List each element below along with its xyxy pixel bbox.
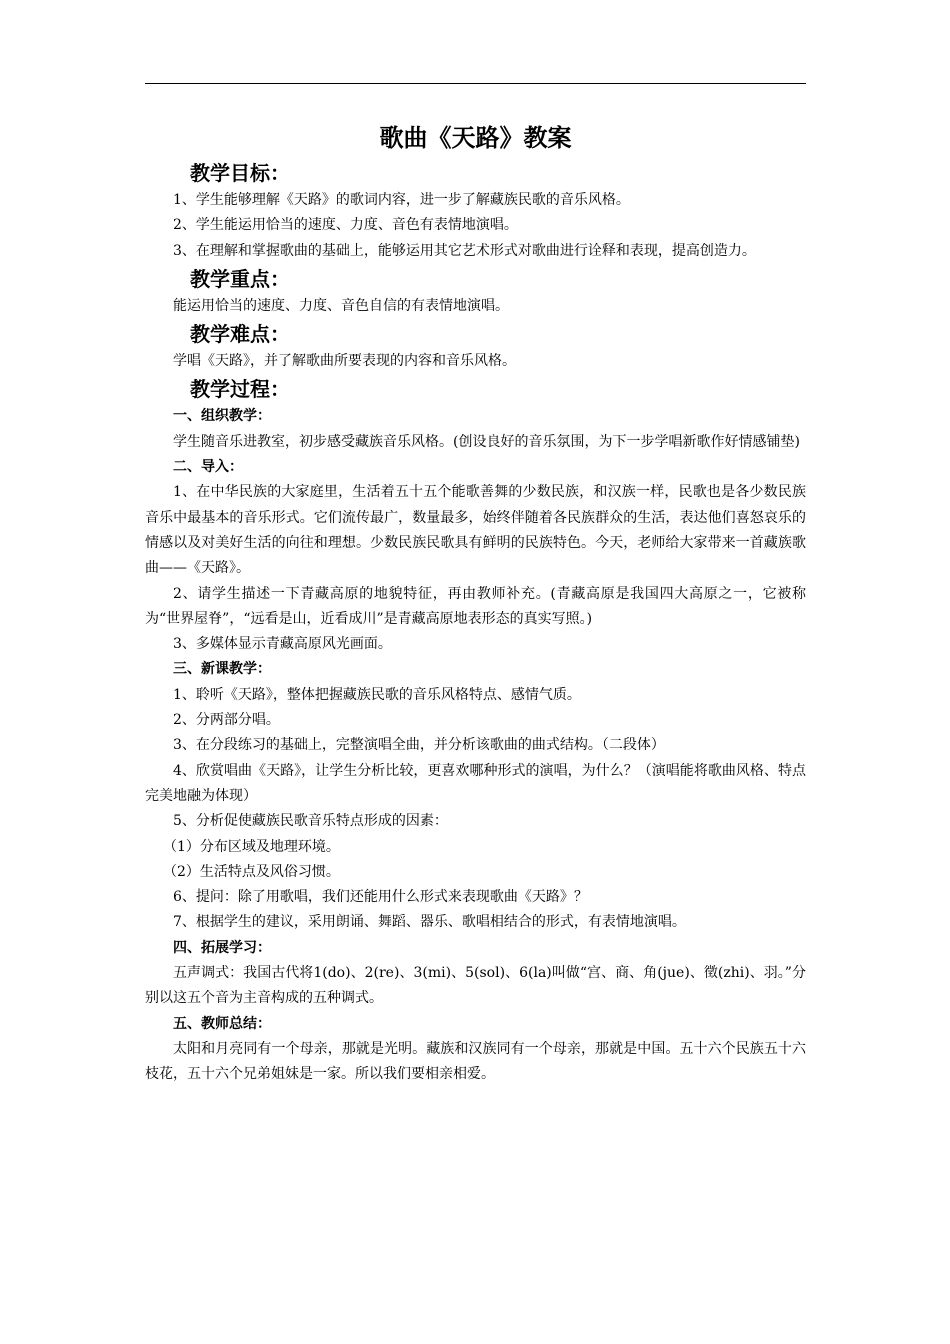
section-title-new-lesson: 三、新课教学： [173, 661, 271, 678]
header-rule [145, 83, 806, 84]
difficulties-text: 学唱《天路》，并了解歌曲所要表现的内容和音乐风格。 [173, 353, 516, 370]
new-lesson-item: 3、在分段练习的基础上，完整演唱全曲，并分析该歌曲的曲式结构。（二段体） [173, 737, 665, 754]
new-lesson-item: 2、分两部分唱。 [173, 712, 280, 729]
page-title: 歌曲《天路》教案 [379, 124, 572, 152]
section-title-summary: 五、教师总结： [173, 1015, 271, 1032]
objective-item: 1、学生能够理解《天路》的歌词内容，进一步了解藏族民歌的音乐风格。 [173, 192, 630, 208]
new-lesson-item: 4、欣赏唱曲《天路》，让学生分析比较，更喜欢哪种形式的演唱，为什么？（演唱能将歌曲风格、特点完美地融为体现） [145, 762, 806, 804]
new-lesson-subitem: （1）分布区域及地理环境。 [163, 838, 340, 855]
section-text-organize: 学生随音乐进教室，初步感受藏族音乐风格。(创设良好的音乐氛围，为下一步学唱新歌作好情感铺垫) [173, 433, 800, 450]
new-lesson-item: 5、分析促使藏族民歌音乐特点形成的因素： [173, 813, 448, 830]
process-heading: 教学过程： [190, 377, 290, 402]
section-title-intro: 二、导入： [173, 459, 243, 476]
new-lesson-item: 7、根据学生的建议，采用朗诵、舞蹈、器乐、歌唱相结合的形式，有表情地演唱。 [173, 914, 686, 931]
section-title-extension: 四、拓展学习： [173, 939, 271, 956]
new-lesson-item: 1、聆听《天路》，整体把握藏族民歌的音乐风格特点、感情气质。 [173, 686, 581, 703]
document-body [145, 118, 806, 1088]
objective-item: 2、学生能运用恰当的速度、力度、音色有表情地演唱。 [173, 217, 518, 234]
summary-text: 太阳和月亮同有一个母亲，那就是光明。藏族和汉族同有一个母亲，那就是中国。五十六个民族五十六枝花，五十六个兄弟姐妹是一家。所以我们要相亲相爱。 [145, 1040, 806, 1083]
new-lesson-subitem: （2）生活特点及风俗习惯。 [163, 863, 340, 880]
objectives-heading: 教学目标： [190, 161, 290, 185]
key-points-text: 能运用恰当的速度、力度、音色自信的有表情地演唱。 [173, 297, 509, 314]
extension-text: 五声调式：我国古代将1(do)、2(re)、3(mi)、5(sol)、6(la)叫做“宫、商、角(jue)、徵(zhi)、羽。”分别以这五个音为主音构成的五种调式。 [145, 965, 806, 1007]
difficulties-heading: 教学难点： [190, 322, 290, 347]
intro-item: 2、请学生描述一下青藏高原的地貌特征，再由教师补充。(青藏高原是我国四大高原之一，它被称为“世界屋脊”，“远看是山，近看成川”是青藏高原地表形态的真实写照。) [145, 585, 806, 627]
objective-item: 3、在理解和掌握歌曲的基础上，能够运用其它艺术形式对歌曲进行诠释和表现，提高创造力。 [173, 242, 756, 259]
intro-item: 3、多媒体显示青藏高原风光画面。 [173, 636, 392, 653]
key-points-heading: 教学重点： [190, 266, 290, 291]
intro-item: 1、在中华民族的大家庭里，生活着五十五个能歌善舞的少数民族，和汉族一样，民歌也是各少数民族音乐中最基本的音乐形式。它们流传最广，数量最多，始终伴随着各民族群众的生活，表达他们喜怒哀乐的情感以及对美好生活的向往和理想。少数民族民歌具有鲜明的民族特色。今天，老师给大家带来一首藏族歌曲——《天路》。 [145, 484, 806, 577]
section-title-organize: 一、组织教学： [173, 408, 271, 425]
new-lesson-item: 6、提问：除了用歌唱，我们还能用什么形式来表现歌曲《天路》？ [173, 889, 588, 906]
